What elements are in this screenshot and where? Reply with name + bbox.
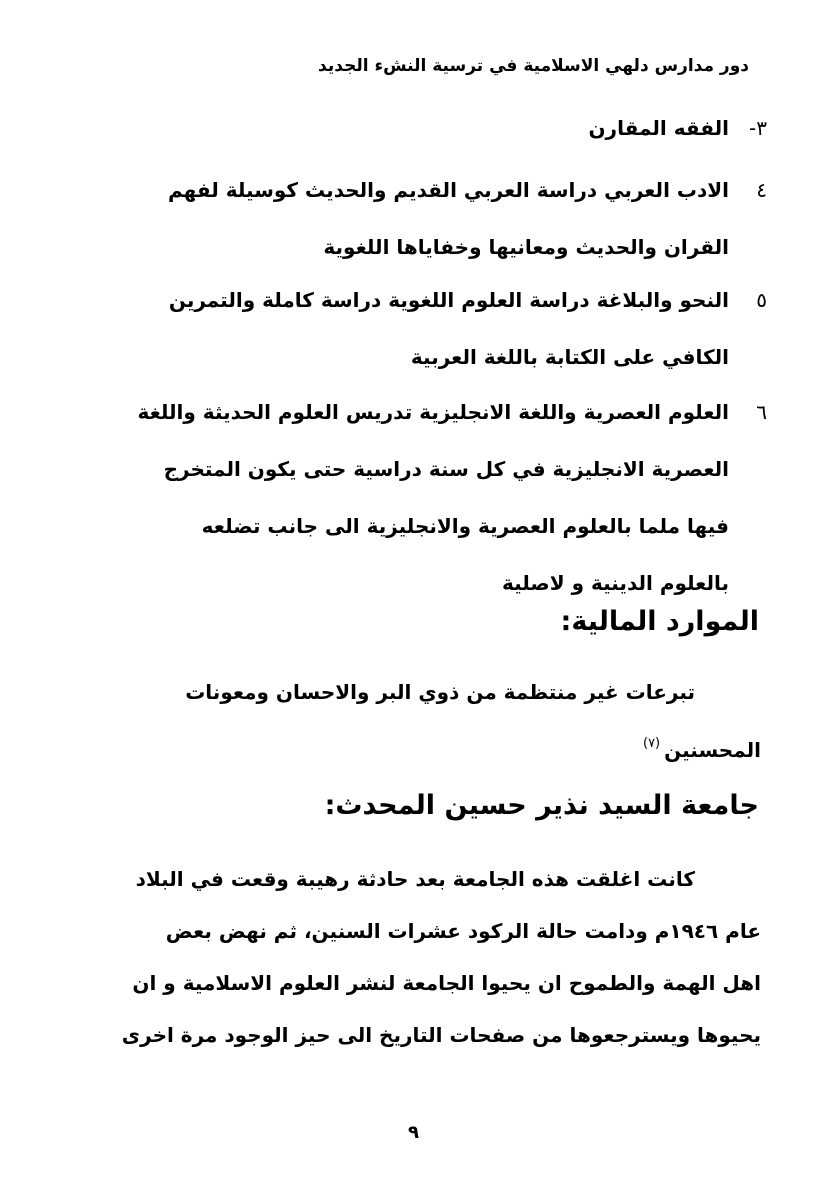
section-heading-resources: الموارد المالية: [560,606,759,637]
list-item [62,100,767,157]
list-item-text: العلوم العصرية واللغة الانجليزية تدريس العلوم الحديثة واللغة [137,400,729,424]
list-item-line: الكافي على الكتابة باللغة العربية [410,345,729,369]
paragraph-university [61,853,761,1061]
page-number: ٩ [408,1122,419,1143]
paragraph-line: يحيوها ويسترجعوها من صفحات التاريخ الى حيز الوجود مرة اخرى [121,1023,761,1047]
paragraph-line: عام ١٩٤٦م ودامت حالة الركود عشرات السنين، ثم نهض بعض [165,919,761,943]
paragraph-line: تبرعات غير منتظمة من ذوي البر والاحسان ومعونات [185,680,695,704]
list-item-line: فيها ملما بالعلوم العصرية والانجليزية الى جانب تضلعه [201,514,729,538]
list-item-number: ٣- [749,116,767,140]
list-item [62,272,767,386]
list-item-number: ٤ [756,178,767,202]
list-item-text: الفقه المقارن [588,116,729,140]
list-item-text: الادب العربي دراسة العربي القديم والحديث كوسيلة لفهم [168,178,729,202]
section-heading-university: جامعة السيد نذير حسين المحدث: [324,790,759,821]
paragraph-resources [61,666,761,776]
list-item [62,162,767,276]
paragraph-line [61,718,761,776]
list-item-line: بالعلوم الدينية و لاصلية [501,571,729,595]
list-item-number: ٥ [756,288,767,312]
paragraph-line: كانت اغلقت هذه الجامعة بعد حادثة رهيبة وقعت في البلاد [135,867,695,891]
running-header: دور مدارس دلهي الاسلامية في ترسية النشء الجديد [318,56,749,76]
list-item-line [62,384,767,441]
list-item-line [62,162,767,219]
list-item-line: القران والحديث ومعانيها وخفاياها اللغوية [323,235,729,259]
list-item-line: العصرية الانجليزية في كل سنة دراسية حتى يكون المتخرج [163,457,729,481]
paragraph-line: اهل الهمة والطموح ان يحيوا الجامعة لنشر العلوم الاسلامية و ان [132,971,761,995]
footnote-reference: (٧) [642,736,661,751]
list-item-number: ٦ [756,400,767,424]
list-item-text: النحو والبلاغة دراسة العلوم اللغوية دراسة كاملة والتمرين [168,288,729,312]
paragraph-line-text: المحسنين [664,738,761,762]
list-item-line [62,272,767,329]
list-item [62,384,767,612]
list-item-line [62,100,767,157]
